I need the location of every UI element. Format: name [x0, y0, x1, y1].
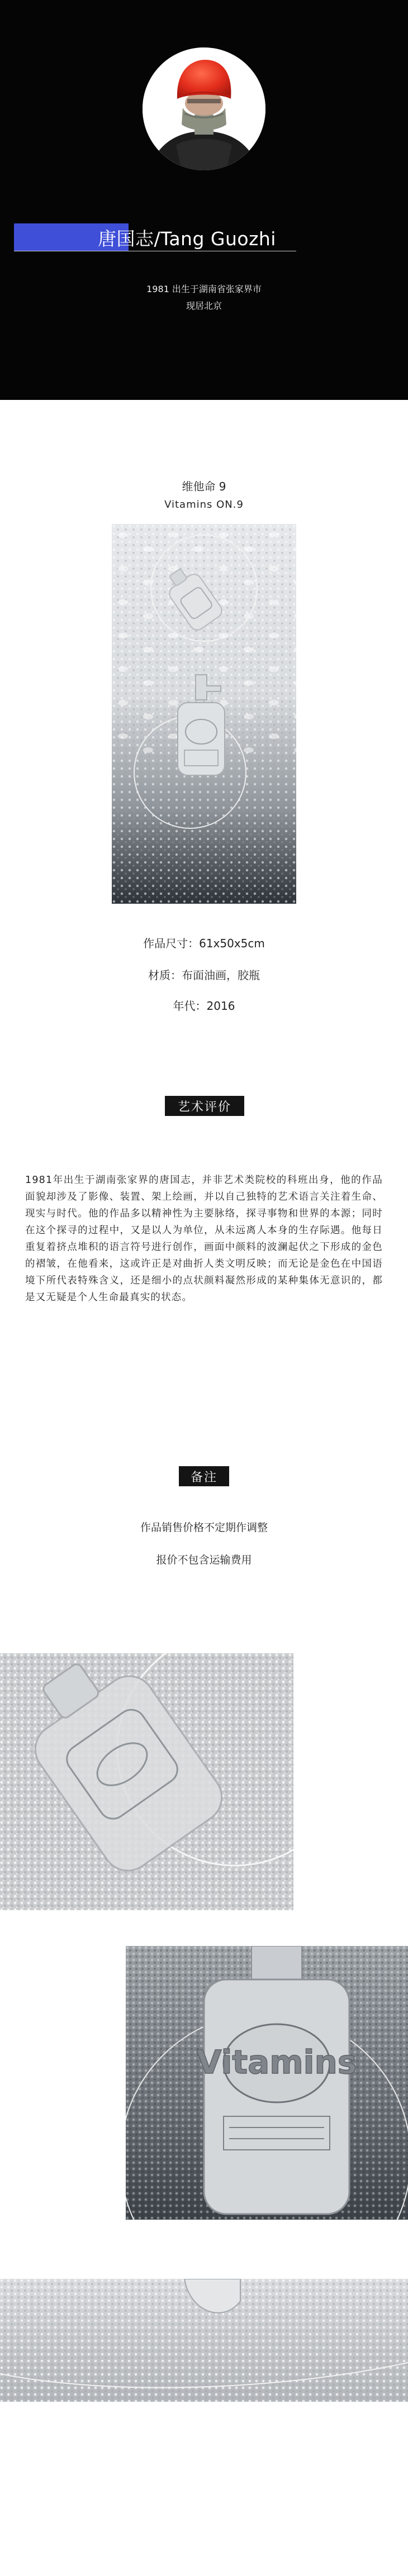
note-shipping: 报价不包含运输费用 — [156, 1554, 252, 1566]
artist-name: 唐国志/Tang Guozhi — [98, 228, 276, 250]
bottle-label-text: Vitamins — [196, 2043, 357, 2081]
artwork-title-en: Vitamins ON.9 — [164, 499, 244, 511]
artist-header — [0, 0, 408, 400]
artist-birth: 1981 出生于湖南省张家界市 — [146, 284, 262, 294]
artwork-title-cn: 维他命 9 — [182, 480, 226, 493]
section-title-review: 艺术评价 — [165, 1096, 244, 1116]
artwork-size: 作品尺寸：61x50x5cm — [143, 937, 265, 950]
artwork-material: 材质：布面油画，胶瓶 — [148, 969, 260, 982]
artist-name-bar — [14, 223, 296, 251]
detail-photo-1 — [0, 1653, 293, 1910]
detail-photo-2 — [126, 1946, 408, 2220]
note-price: 作品销售价格不定期作调整 — [140, 1521, 268, 1534]
artist-avatar — [143, 47, 265, 170]
review-text: 1981年出生于湖南张家界的唐国志，并非艺术类院校的科班出身，他的作品面貌却涉及了影像、装置、架上绘画，并以自己独特的艺术语言关注着生命、现实与时代。他的作品多以精神性为主要脉络，探寻事物和世界的本源；同时在这个探寻的过程中，又是以人为单位，从未远离人本身的生存际遇。他每日重复着挤点堆积的语言符号进行创作，画面中颜料的波澜起伏之下形成的金色的褶皱，在他看来，这或许正是对曲折人类文明反映；而无论是金色在中国语境下所代表特殊含义，还是细小的点状颜料凝然形成的某种集体无意识的，都是又无疑是个人生命最真实的状态。 — [25, 1175, 383, 1303]
artwork-image — [112, 524, 296, 904]
artwork-year: 年代：2016 — [173, 999, 235, 1013]
detail-photo-3 — [0, 2279, 408, 2402]
artist-residence: 现居北京 — [186, 300, 222, 311]
section-title-note: 备注 — [179, 1466, 229, 1486]
